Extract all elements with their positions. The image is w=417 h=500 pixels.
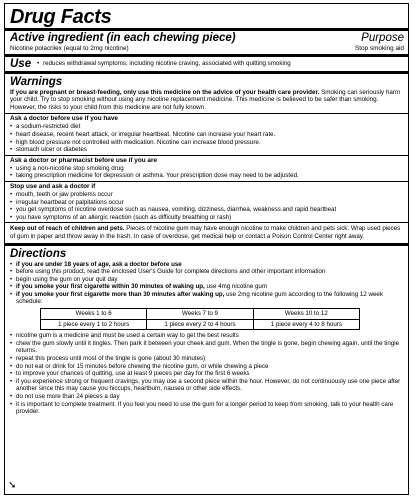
table-cell: Weeks 7 to 9: [147, 309, 253, 320]
table-header-row: [41, 309, 360, 320]
table-cell: 1 piece every 2 to 4 hours: [147, 319, 253, 330]
directions-list-top: [10, 261, 404, 307]
direction-text: begin using the gum on your quit day: [16, 275, 118, 283]
cursor-arrow-icon: ➘: [8, 480, 17, 491]
stop-use-list: [10, 191, 404, 221]
list-item: • irregular heartbeat or palpitations occur: [10, 199, 404, 207]
active-ingredient-name: Nicotine polacrilex (equal to 2mg nicotine): [10, 45, 129, 52]
active-ingredient-row: [5, 45, 408, 53]
keep-out-of-reach-section: [5, 223, 408, 242]
list-item: • if you experience strong or frequent cravings, you may use a second piece within the hour. However, do not continuously use one piece after another since this may cause you hiccups, heartburn, nausea or other side effects.: [10, 378, 404, 393]
list-item: • heart disease, recent heart attack, or irregular heartbeat. Nicotine can increase your heart rate.: [10, 131, 404, 139]
table-cell: Weeks 10 to 12: [253, 309, 359, 320]
directions-header: Directions: [10, 247, 67, 260]
direction-text: use 4mg nicotine gum: [204, 283, 268, 291]
direction-text: use 2mg nicotine gum according to the following 12 week schedule:: [16, 290, 383, 306]
list-item: • it is important to complete treatment. If you feel you need to use the gum for a longer period to keep from smoking, talk to your health care provider.: [10, 401, 404, 416]
keep-out-of-reach-text: Pieces of nicotine gum may have enough nicotine to make children and pets sick. Wrap used pieces of gum in paper and throw away in the trash. In case of overdose, get medical help or contact a Poison Control Center right away.: [10, 225, 401, 240]
bullet-icon: •: [37, 59, 40, 67]
list-item: • high blood pressure not controlled with medication. Nicotine can increase blood pressure.: [10, 139, 404, 147]
stop-use-section: [5, 182, 408, 222]
warnings-header: Warnings: [10, 75, 63, 88]
table-row: [41, 319, 360, 330]
direction-bold: if you smoke your first cigarette more than 30 minutes after waking up,: [16, 290, 225, 298]
list-item: • nicotine gum is a medicine and must be used a certain way to get the best results: [10, 332, 404, 340]
list-item: • repeat this process until most of the tingle is gone (about 30 minutes): [10, 355, 404, 363]
use-section: [5, 57, 408, 71]
active-ingredient-header: Active ingredient (in each chewing piece): [10, 32, 236, 44]
list-item: [10, 268, 404, 276]
list-item: • to improve your chances of quitting, use at least 9 pieces per day for the first 6 weeks: [10, 370, 404, 378]
list-item: • stomach ulcer or diabetes: [10, 146, 404, 154]
list-item: • you have symptoms of an allergic reaction (such as difficulty breathing or rash): [10, 214, 404, 222]
dosing-schedule-table: [40, 308, 360, 330]
ask-doctor-list: [10, 123, 404, 153]
use-header: Use: [10, 57, 32, 70]
ask-pharmacist-list: [10, 165, 404, 180]
list-item: • using a non-nicotine stop smoking drug: [10, 165, 404, 173]
drug-facts-card: [1, 0, 412, 498]
directions-list-bottom: [10, 332, 404, 416]
list-item: [10, 291, 404, 306]
use-text-wrap: [37, 60, 291, 68]
drug-facts-label: [4, 3, 409, 495]
ask-doctor-header: Ask a doctor before use if you have: [10, 115, 118, 123]
list-item: • mouth, teeth or jaw problems occur: [10, 191, 404, 199]
stop-use-header: Stop use and ask a doctor if: [10, 182, 96, 190]
drug-facts-title: Drug Facts: [10, 6, 112, 28]
direction-text: before using this product, read the enclosed User's Guide for complete directions and other important information: [16, 268, 326, 276]
pregnancy-warning-bold: If you are pregnant or breast-feeding, only use this medicine on the advice of your health care provider.: [10, 88, 320, 96]
list-item: • taking prescription medicine for depression or asthma. Your prescription dose may need to be adjusted.: [10, 172, 404, 180]
keep-out-of-reach-bold: Keep out of reach of children and pets.: [10, 225, 125, 233]
list-item: • do not eat or drink for 15 minutes before chewing the nicotine gum, or while chewing a piece: [10, 363, 404, 371]
table-cell: Weeks 1 to 6: [41, 309, 147, 320]
ask-pharmacist-section: [5, 156, 408, 181]
list-item: [10, 261, 404, 269]
pregnancy-warning: [10, 89, 404, 112]
direction-bold: if you smoke your first cigarette within 30 minutes of waking up,: [16, 283, 205, 291]
list-item: • a sodium-restricted diet: [10, 123, 404, 131]
list-item: • chew the gum slowly until it tingles. Then park it between your cheek and gum. When the tingle is gone, begin chewing again, until the tingle returns.: [10, 340, 404, 355]
directions-section: [5, 246, 408, 417]
list-item: [10, 283, 404, 291]
list-item: [10, 276, 404, 284]
warnings-section: [5, 74, 408, 114]
active-ingredient-purpose: Stop smoking aid: [354, 45, 404, 52]
list-item: • do not use more than 24 pieces a day: [10, 393, 404, 401]
pregnancy-warning-text: Smoking can seriously harm your child. Try to stop smoking without using any nicotine replacement medicine. This medicine is believed to be safer than smoking. However, the risks to your child from this medicine are not fully known.: [10, 88, 401, 111]
table-cell: 1 piece every 1 to 2 hours: [41, 319, 147, 330]
ask-pharmacist-header: Ask a doctor or pharmacist before use if you are: [10, 156, 158, 164]
list-item: • you get symptoms of nicotine overdose such as nausea, vomiting, dizziness, diarrhea, weakness and rapid heartbeat: [10, 206, 404, 214]
direction-bold: if you are under 18 years of age, ask a doctor before use: [16, 260, 182, 268]
use-text: reduces withdrawal symptoms, including nicotine craving, associated with quitting smoking: [43, 59, 291, 67]
active-header-row: [5, 31, 408, 45]
ask-doctor-section: [5, 114, 408, 154]
purpose-header: Purpose: [361, 32, 404, 44]
table-cell: 1 piece every 4 to 8 hours: [253, 319, 359, 330]
